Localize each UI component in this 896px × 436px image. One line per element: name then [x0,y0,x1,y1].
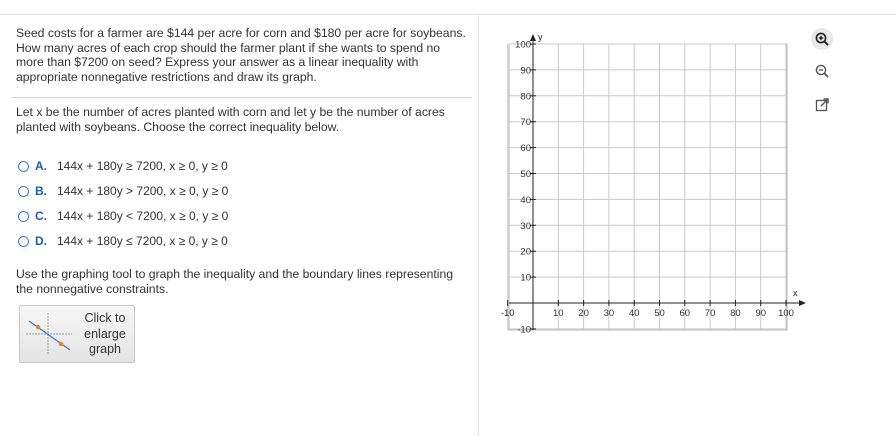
x-tick-label: -10 [500,308,515,319]
prompt-text: Let x be the number of acres planted with corn and let y be the number of acres planted with soybeans. Choose the correct inequality below. [16,105,445,134]
graph-grid [508,44,787,330]
zoom-out-button[interactable] [811,60,833,82]
radio-d[interactable] [18,236,29,247]
option-c[interactable] [18,208,228,224]
x-tick-label: 70 [704,308,716,319]
option-c-text: 144x + 180y < 7200, x ≥ 0, y ≥ 0 [57,209,229,223]
y-tick-label: 30 [520,220,531,232]
y-tick-label: 10 [520,272,531,284]
enlarge-label-line2: enlarge [84,326,126,341]
y-tick-label: 50 [520,169,531,180]
question-separator [12,97,472,98]
option-a-text: 144x + 180y ≥ 7200, x ≥ 0, y ≥ 0 [57,159,228,173]
y-axis-label: y [538,32,543,42]
radio-b[interactable] [18,186,29,197]
x-axis-label: x [793,288,798,298]
y-tick-label: 100 [515,39,531,51]
enlarge-label [78,311,132,358]
enlarge-label-line1: Click to [84,311,126,325]
option-d-text: 144x + 180y ≤ 7200, x ≥ 0, y ≥ 0 [57,234,228,248]
graph-axes [509,32,806,330]
enlarge-graph-button[interactable] [19,305,135,363]
y-tick-label: 20 [520,246,531,258]
popout-icon [814,97,830,113]
graph-instruction: Use the graphing tool to graph the inequality and the boundary lines representing the nonnegative constraints. [16,267,454,296]
zoom-in-icon [814,31,830,47]
x-tick-label: 90 [755,308,766,319]
enlarge-label-line3: graph [89,342,121,356]
radio-c[interactable] [18,211,29,222]
y-tick-label: 60 [520,143,531,155]
y-tick-label: -10 [517,324,531,336]
x-tick-label: 40 [628,308,640,319]
zoom-out-icon [814,63,830,79]
option-d[interactable] [18,233,228,249]
x-tick-label: 60 [679,308,691,319]
graph-border [509,44,787,330]
graph-thumbnail-icon [26,313,72,355]
question-text: Seed costs for a farmer are $144 per acre for corn and $180 per acre for soybeans. How many acres of each crop should the farmer plant if she wants to spend no more than $7200 on seed? Express your answer as a linear inequality with appropriate nonnegative restrictions and draw its graph. [16,26,466,84]
x-tick-label: 50 [654,308,665,319]
option-a[interactable] [18,158,228,174]
x-tick-label: 30 [603,308,615,319]
x-tick-label: 10 [553,308,564,319]
option-d-letter: D. [35,234,47,248]
popout-button[interactable] [811,94,833,116]
option-b-letter: B. [35,184,47,198]
option-b[interactable] [18,183,228,199]
top-rule [0,14,896,15]
option-b-text: 144x + 180y > 7200, x ≥ 0, y ≥ 0 [57,184,229,198]
pane-divider [478,15,479,436]
y-tick-label: 40 [520,194,531,206]
option-a-letter: A. [35,159,47,173]
x-tick-label: 100 [778,308,794,319]
coordinate-graph[interactable] [495,28,815,338]
radio-a[interactable] [18,161,29,172]
y-tick-label: 80 [520,91,531,103]
tick-labels [501,40,794,336]
option-c-letter: C. [35,209,47,223]
x-tick-label: 20 [578,308,589,319]
x-tick-label: 80 [730,308,741,319]
y-tick-label: 90 [520,65,531,77]
x-axis-arrow-icon [799,300,806,306]
y-tick-label: 70 [520,117,531,129]
zoom-in-button[interactable] [811,28,833,50]
